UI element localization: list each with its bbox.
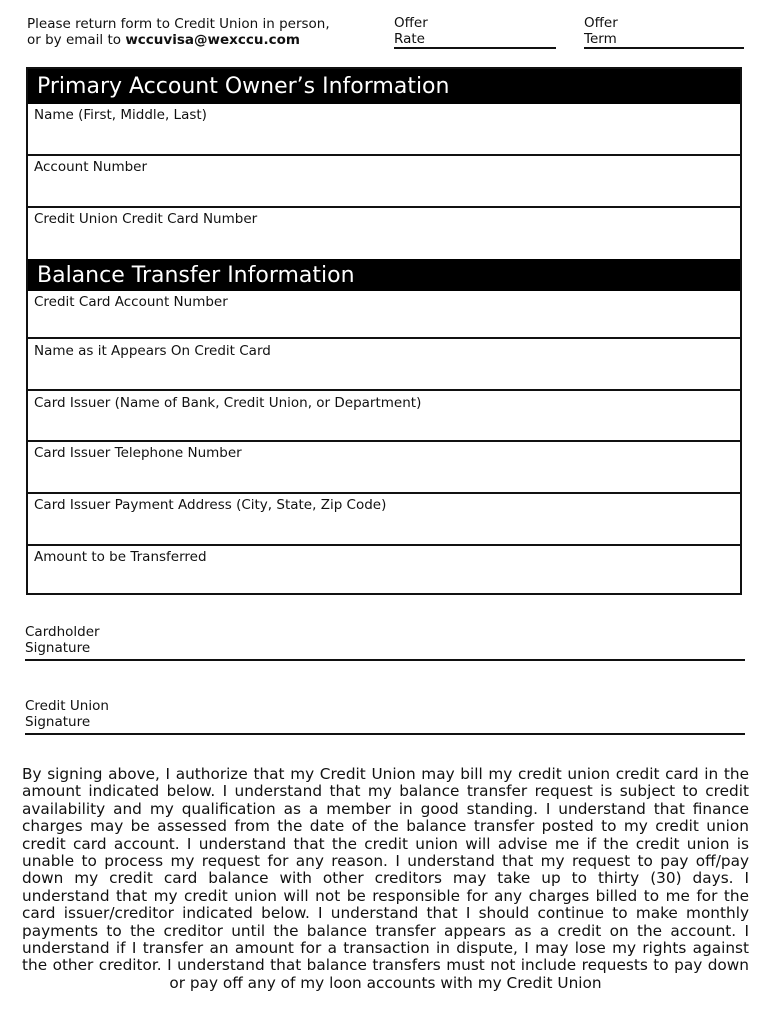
- credit-union-signature-label: [25, 699, 165, 730]
- offer-rate-underline: [394, 47, 556, 49]
- card-issuer-field-label: Card Issuer (Name of Bank, Credit Union, or Department): [34, 395, 422, 411]
- cardholder-signature[interactable]: [25, 625, 745, 665]
- return-instructions-prefix: or by email to: [27, 32, 126, 48]
- cc-account-number-field-label: Credit Card Account Number: [34, 294, 228, 310]
- account-number-field[interactable]: [28, 156, 740, 208]
- issuer-address-field[interactable]: [28, 494, 740, 546]
- primary-section-title: Primary Account Owner’s Information: [37, 74, 450, 99]
- offer-term-field[interactable]: [584, 16, 744, 47]
- issuer-address-field-label: Card Issuer Payment Address (City, State, Zip Code): [34, 497, 387, 513]
- return-email-link[interactable]: wccuvisa@wexccu.com: [125, 32, 300, 48]
- offer-term-label-line1: Offer: [584, 15, 618, 31]
- transfer-section-header: [28, 259, 740, 291]
- card-issuer-field[interactable]: [28, 391, 740, 442]
- return-instructions-line1: Please return form to Credit Union in person,: [27, 16, 330, 32]
- transfer-amount-field-label: Amount to be Transferred: [34, 549, 207, 565]
- return-instructions-line2: [27, 32, 387, 48]
- cc-account-number-field[interactable]: [28, 291, 740, 339]
- offer-term-label-line2: Term: [584, 30, 617, 47]
- name-field[interactable]: [28, 104, 740, 156]
- cardholder-signature-label-line2: Signature: [25, 639, 91, 656]
- issuer-phone-field[interactable]: [28, 442, 740, 494]
- application-form: [26, 67, 742, 595]
- authorization-disclosure: By signing above, I authorize that my Credit Union may bill my credit union credit card in the amount indicated below. I understand that my balance transfer request is subject to credit availability and my qualification as a member in good standing. I understand that finance charges may be assessed from the date of the balance transfer posted to my credit union credit card account. I understand that the credit union will advise me if the credit union is unable to process my request for any reason. I understand that my request to pay off/pay down my credit card balance with other creditors may take up to thirty (30) days. I understand that my credit union will not be responsible for any charges billed to me for the card issuer/creditor indicated below. I understand that I should continue to make monthly payments to the creditor until the balance transfer appears as a credit on the account. I understand if I transfer an amount for a transaction in dispute, I may lose my rights against the other creditor. I understand that balance transfers must not include requests to pay down or pay off any of my loon accounts with my Credit Union: [22, 765, 749, 992]
- form-header: [0, 0, 770, 56]
- credit-union-signature[interactable]: [25, 699, 745, 739]
- credit-union-signature-label-line2: Signature: [25, 713, 91, 730]
- credit-union-signature-label-line1: Credit Union: [25, 698, 109, 714]
- credit-card-number-field[interactable]: [28, 208, 740, 259]
- cardholder-signature-label-line1: Cardholder: [25, 624, 100, 640]
- credit-union-signature-line: [25, 733, 745, 735]
- return-instructions: [27, 16, 387, 48]
- account-number-field-label: Account Number: [34, 159, 148, 175]
- transfer-amount-field[interactable]: [28, 546, 740, 593]
- name-on-card-field-label: Name as it Appears On Credit Card: [34, 343, 271, 359]
- name-field-label: Name (First, Middle, Last): [34, 107, 207, 123]
- offer-rate-field[interactable]: [394, 16, 556, 47]
- credit-card-number-field-label: Credit Union Credit Card Number: [34, 211, 258, 227]
- offer-rate-label-line1: Offer: [394, 15, 428, 31]
- cardholder-signature-label: [25, 625, 165, 656]
- cardholder-signature-line: [25, 659, 745, 661]
- issuer-phone-field-label: Card Issuer Telephone Number: [34, 445, 242, 461]
- offer-term-underline: [584, 47, 744, 49]
- transfer-section-title: Balance Transfer Information: [37, 262, 355, 288]
- primary-section-header: [28, 69, 740, 104]
- name-on-card-field[interactable]: [28, 339, 740, 391]
- offer-rate-label-line2: Rate: [394, 30, 425, 47]
